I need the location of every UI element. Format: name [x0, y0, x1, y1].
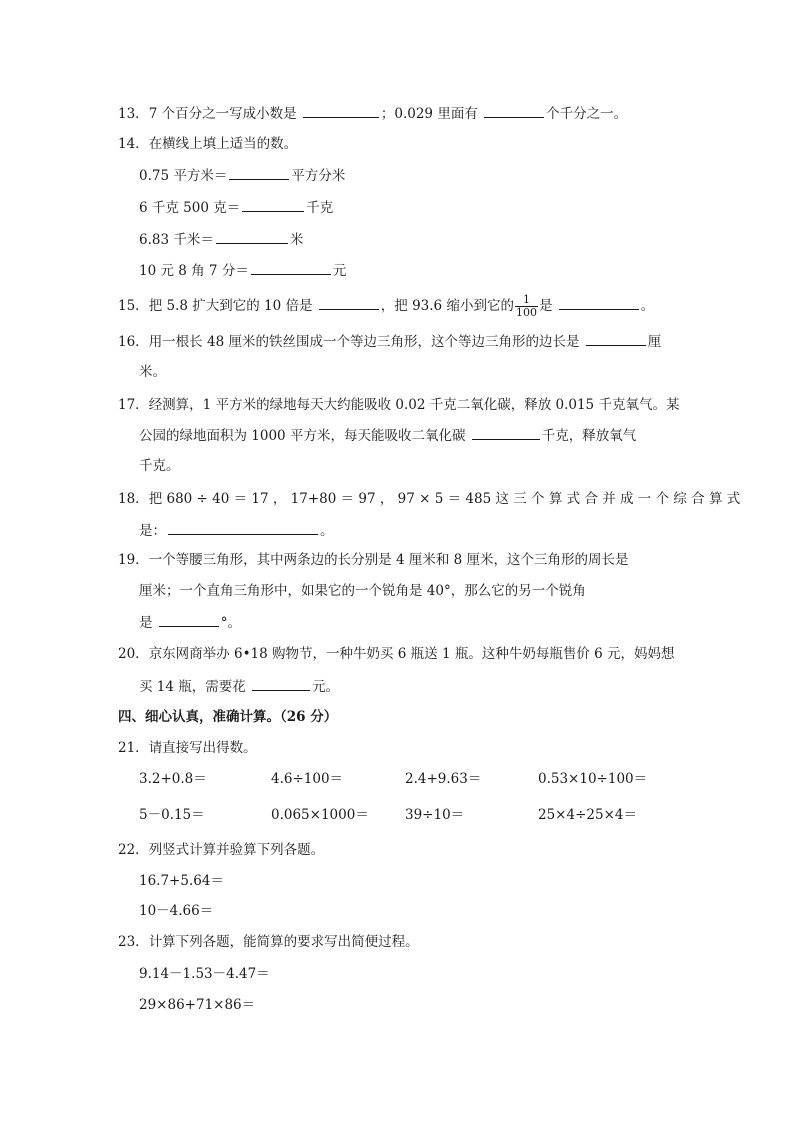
calc-item: 3.2+0.8＝ [139, 771, 207, 787]
calc-item: 10－4.66＝ [139, 903, 214, 919]
answer-blank[interactable] [242, 197, 304, 212]
answer-blank[interactable] [252, 676, 310, 691]
calc-item: 5－0.15＝ [139, 807, 205, 823]
question-17: 17．经测算，1 平方米的绿地每天大约能吸收 0.02 千克二氧化碳，释放 0.015 千克氧气。某 [118, 397, 680, 413]
question-23: 23．计算下列各题，能简算的要求写出简便过程。 [118, 934, 419, 950]
question-20: 20．京东网商举办 6•18 购物节，一种牛奶买 6 瓶送 1 瓶。这种牛奶每瓶售价 6 元，妈妈想 [118, 646, 675, 662]
answer-blank[interactable] [319, 295, 379, 310]
question-14: 14．在横线上填上适当的数。 [118, 136, 298, 152]
answer-blank[interactable] [472, 425, 540, 440]
calc-item: 25×4÷25×4＝ [538, 807, 637, 823]
question-22: 22．列竖式计算并验算下列各题。 [118, 842, 325, 858]
answer-blank[interactable] [586, 331, 646, 346]
conversion-item: 10 元 8 角 7 分＝ 元 [139, 260, 346, 281]
question-17-line3: 千克。 [139, 458, 180, 474]
section-heading: 四、细心认真，准确计算。（26 分） [118, 709, 338, 725]
question-19: 19．一个等腰三角形，其中两条边的长分别是 4 厘米和 8 厘米，这个三角形的周长是 [118, 552, 629, 568]
conversion-item: 6 千克 500 克＝ 千克 [139, 197, 333, 218]
conversion-item: 6.83 千米＝ 米 [139, 229, 303, 250]
answer-blank[interactable] [559, 295, 639, 310]
question-15: 15．把 5.8 扩大到它的 10 倍是 ，把 93.6 缩小到它的 $\frac{1}{100}$ 是 。 [118, 293, 655, 319]
calc-item: 16.7+5.64＝ [139, 873, 224, 889]
question-13: 13．7 个百分之一写成小数是 ；0.029 里面有 个千分之一。 [118, 103, 627, 124]
answer-blank[interactable] [303, 103, 379, 118]
answer-blank[interactable] [251, 260, 331, 275]
calc-item: 0.53×10÷100＝ [538, 771, 648, 787]
answer-blank[interactable] [216, 229, 288, 244]
question-16: 16．用一根长 48 厘米的铁丝围成一个等边三角形，这个等边三角形的边长是 厘 [118, 331, 661, 352]
answer-blank[interactable] [229, 165, 289, 180]
answer-blank[interactable] [159, 612, 219, 627]
question-21: 21．请直接写出得数。 [118, 740, 257, 756]
question-18: 18．把 680 ÷ 40 ＝ 17 ， 17+80 ＝ 97 ， 97 × 5 ＝ 485 这 三 个 算 式 合 并 成 一 个 综 合 算 式 [118, 491, 741, 507]
conversion-item: 0.75 平方米＝ 平方分米 [139, 165, 345, 186]
answer-blank[interactable] [484, 103, 544, 118]
question-18-line2: 是： 。 [139, 520, 334, 541]
calc-item: 2.4+9.63＝ [405, 771, 482, 787]
calc-item: 0.065×1000＝ [271, 807, 369, 823]
question-19-line2: 厘米；一个直角三角形中，如果它的一个锐角是 40°，那么它的另一个锐角 [139, 583, 586, 599]
question-16-cont: 米。 [139, 364, 166, 380]
calc-item: 4.6÷100＝ [271, 771, 344, 787]
question-19-line3: 是 °。 [139, 612, 241, 633]
fraction: $\frac{1}{100}$ [515, 293, 537, 319]
question-17-line2: 公园的绿地面积为 1000 平方米，每天能吸收二氧化碳 千克，释放氧气 [139, 425, 636, 446]
answer-blank[interactable] [168, 520, 318, 535]
question-20-line2: 买 14 瓶，需要花 元。 [139, 676, 339, 697]
calc-item: 9.14－1.53－4.47＝ [139, 966, 270, 982]
calc-item: 29×86+71×86＝ [139, 997, 256, 1013]
calc-item: 39÷10＝ [405, 807, 465, 823]
